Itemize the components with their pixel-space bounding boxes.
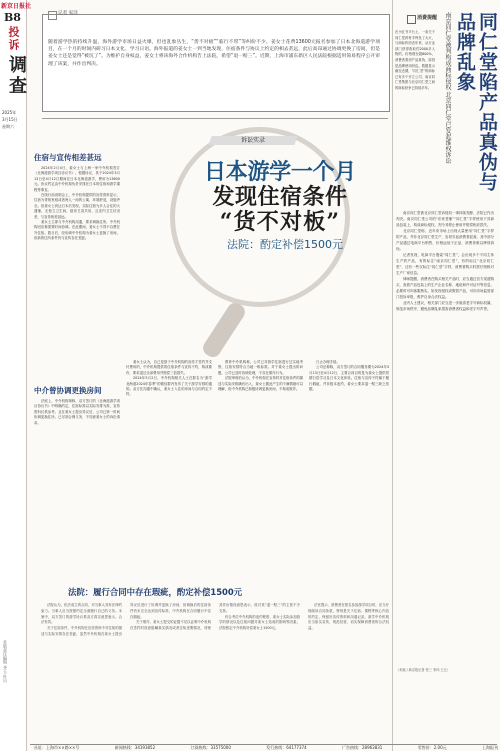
right-excerpt: 在小红书平台上，一条关于同仁堂药材手铐发了大火，与商标纠纷近年来，从行业部门获得收取约2000多入物的，价格涨至超600%，消费者看到产品真伪，原因是品牌使用纷乱。数据显示截至近期，“同仁堂”的商标已有多个开立公司，南京同仁堂集团与北京同仁堂之间的商标纷争已持续多年。 (395, 30, 435, 90)
paragraph: 在线行前说明会上，中介机构提供的宣传资料显示，住宿为寄宿家庭或者两人一间的公寓，环境舒适，设施齐全。但姜女士到达日本后发现，实际住宿为多人合住的大通铺，无独立卫生间，厨房卫浴共用，且室内卫生状况差，与宣传相差甚远。 (34, 193, 120, 219)
hero-kicker (210, 136, 296, 145)
tag-square-icon (407, 15, 416, 24)
edition-note: 本版责任编辑 齐玉 叶贝 (3, 640, 8, 683)
page-code: B8 (4, 11, 21, 24)
paragraph: 关于住宿条件，中介机构在宣传资料中对住宿的描述与实际安排存在差距，虽然中介机构在姜女士提出异议后进行了协调并更换了房间，但调换后的住宿条件仍未完全达到宣传标准，中介机构在合同履行中存在瑕疵。 (41, 603, 211, 636)
footer-distribution-hotline: 发行热线：64177374 (266, 745, 307, 750)
intro-text: 随着游学热的持续升温，海外游学市场日益火爆，但也乱象丛生，“货不对板”“临行不带”等纠纷不少。姜女士花费13600元报名参加了日本北海道游学项目，在一个月的时间内研习日本文化、学习日语。海外报道的姜女士一到当地发现，住宿条件与协议上约定的相去甚远，此后高昂通过协调更换了房间，但是姜女士还是觉得“被坑了”。为维护自身权益，姜女士将该海外合作机构告上法院，希望“退一赔三”。近期，上海市浦东新区人民法院根据适用简易程序公开审理了该案，并作出判决。 (48, 40, 380, 67)
footer-ad-hotline: 广告热线：28963831 (341, 745, 383, 750)
hero-headline-line2: 发现住宿条件 (212, 184, 348, 210)
right-credit: （本版 / 新京报记者 张三 李四 王五） (396, 668, 450, 672)
hero-subheadline: 法院：酌定补偿1500元 (227, 238, 343, 251)
right-tag-label: 消费提醒 (417, 15, 438, 21)
magnifier-handle (200, 300, 248, 360)
paragraph: 法院审理后认为，中介机构在宣传时对住宿条件的描述与实际安排确有出入，姜女士据此产生的不满情绪可以理解，但中介机构已积极协调更换房间，不构成欺诈。 (218, 376, 303, 392)
paragraph: 法官提示，消费者在报名参加游学项目时，应当仔细阅读合同条款，特别是关于住宿、课程等核心内容的约定，保留好宣传资料和沟通记录。游学中介机构应当如实宣传，规范经营，切实保障消费者的合法权益。 (308, 603, 389, 631)
paragraph: 姜女士认为，自己是基于中介机构的宣传才签约并支付费用的，中介机构提供的住宿条件与宣传不符，构成欺诈，要求退还全部费用并赔偿三倍损失。 (126, 360, 212, 375)
newspaper-logo: 新京日报社 (1, 3, 32, 10)
weekday: 星期六 (2, 124, 14, 129)
paragraph: 关于欺诈，姜女士提交的证据不足以证明中介机构在签约时故意隐瞒真实情况或者告知虚假情况，诱使其作出错误意思表示，故对其“退一赔三”的主张不予支持。 (130, 603, 300, 631)
paragraph: 教育中介机构称，公司已对游学住宿进行过实地考察，住宿安排符合当地一般标准。对于姜女士提出的问题，公司已及时协调处理，不存在欺诈行为。 (218, 360, 303, 375)
reporter-tag (48, 10, 132, 19)
right-deck: 南京同仁堂被判构成商标侵权 北京同仁堂已发起维权诉讼 (444, 12, 451, 164)
column-1-heading: 住宿与宣传相差甚远 (34, 153, 102, 162)
footer-address: 社址：上海市××路××号 (34, 745, 80, 750)
footer-subscribe-hotline: 订阅热线：33575000 (190, 745, 231, 750)
paragraph: 北京同仁堂称，近年来市场上出现大量使用“同仁堂”字样的产品，并非北京同仁堂生产，容易引起消费者混淆。其中部分产品通过电商平台销售，价格远低于正品，消费者难以辨别真伪。 (396, 229, 494, 251)
footer-news-hotline: 新闻热线：34193852 (114, 745, 156, 750)
paragraph: 记者发现，电商平台搜索“同仁堂”，会出现多个不同主体生产的产品，有的标注“南京同仁堂”，有的标注“北京同仁堂”，还有一些仅标注“同仁堂”字样，消费者购买时需仔细核对生产厂家信息。 (396, 253, 494, 275)
column-4 (309, 360, 389, 535)
paragraph: 姜女士立即与中介机构沟通，要求调换住所，中介机构回应称需要时间协调。在此期间，姜女士不得不自费在外住宿。数日后，经协调中介机构为姜女士更换了房间，但新的住所条件仍与宣传存在差距。 (34, 220, 120, 241)
bottom-heading: 法院：履行合同中存在瑕疵，酌定补偿1500元 (68, 587, 243, 597)
footer-publisher: 上海报刊 (482, 745, 498, 750)
right-body (396, 210, 494, 680)
paragraph: 南京同仁堂被北京同仁堂诉侵权一事持续发酵，法院已作出判决。南京同仁堂公司的“乐家老铺”“同仁堂”字样使用于其商品包装上，构成商标侵权，判令其停止使用并赔偿相应损失。 (396, 211, 494, 227)
paragraph: 业内人士建议，相关部门应当进一步厘清老字号商标权属，规范市场秩序，避免品牌乱象损害消费者权益和老字号声誉。 (396, 301, 494, 311)
paragraph: 2024年5月2日，中介机构相关人士在群名为“游学北海道2024年春季”的微信群内发布了关于游学安排的通知。双方在沟通中确认，姜女士入住的房间与合同约定不符。 (126, 376, 212, 397)
tag-square-icon (48, 11, 57, 20)
paragraph: 律师提醒，消费者在购买相关产品时，应当通过官方渠道购买，查看产品包装上的生产企业名称、地址和许可证号等信息，必要时可向客服核实。如发现侵权或假冒产品，可向市场监管部门投诉举报，维护自身合法权益。 (396, 277, 494, 299)
paragraph: 法院认为，依法成立的合同，对当事人具有法律约束力。当事人应当按照约定全面履行自己的义务。本案中，双方签订的游学协议系双方真实意思表示，合法有效。 (41, 603, 122, 625)
paragraph: 公司还称称，双方签订的合同服务期为2024年3月13日至4月12日，主要合同目的是为姜女士提供短期日语学习及日本文化体验。住宿与宣传不符属于履行瑕疵，并非根本违约，姜女士要求退一赔三缺乏依据。 (309, 365, 389, 392)
paragraph: 日止办理手续。 (316, 360, 340, 364)
paragraph: 综合考虑中介机构的违约程度、姜女士实际参加游学的情况以及住宿问题对姜女士造成的影响等因素，法院酌定中介机构补偿姜女士1500元。 (219, 614, 300, 631)
page-footer (34, 745, 498, 751)
column-1-heading-2: 中介曾协调更换房间 (34, 386, 102, 395)
date-line: 2025年 (2, 110, 17, 115)
hero-headline-line3: “货不对板” (219, 209, 341, 235)
section-label-1: 投诉 (7, 26, 20, 52)
issue-date: 3月15日 (2, 117, 18, 122)
column-1 (34, 152, 120, 522)
column-2 (126, 360, 212, 535)
section-label-2: 调查 (6, 55, 27, 97)
right-headline: 同仁堂陷产品真伪与品牌乱象 (454, 12, 498, 192)
column-1-body (34, 166, 120, 381)
reporter-label: 记者 家洋 (58, 11, 78, 16)
paragraph: 法庭上，中介机构辩称，双方签订的《北海道游学项目协议书》中明确约定，住宿标准以实际安排为准，宣传资料仅供参考。且在姜女士提出异议后，公司已第一时间协调更换住所，已尽到合理义务，不同意姜女士的诉讼请求。 (34, 399, 120, 425)
bottom-body (41, 603, 389, 703)
footer-price: 零售价：2.00元 (417, 745, 447, 750)
section-divider (42, 118, 388, 119)
kicker-label: 诉讼实录 (240, 137, 265, 144)
column-3 (218, 360, 303, 535)
paragraph: 2024年2月4日，姜女士与上海一家中介机构签订《北海道游学项目协议书》。根据协议，其于2024年3月13日至4月12日期间在日本北海道游学，费用为13600元。协议约定由中介机构负责安排在日本的住宿和游学课程等事宜。 (34, 166, 120, 192)
hero-headline-line1: 日本游学一个月 (204, 159, 356, 185)
column-1-body-2 (34, 399, 120, 426)
